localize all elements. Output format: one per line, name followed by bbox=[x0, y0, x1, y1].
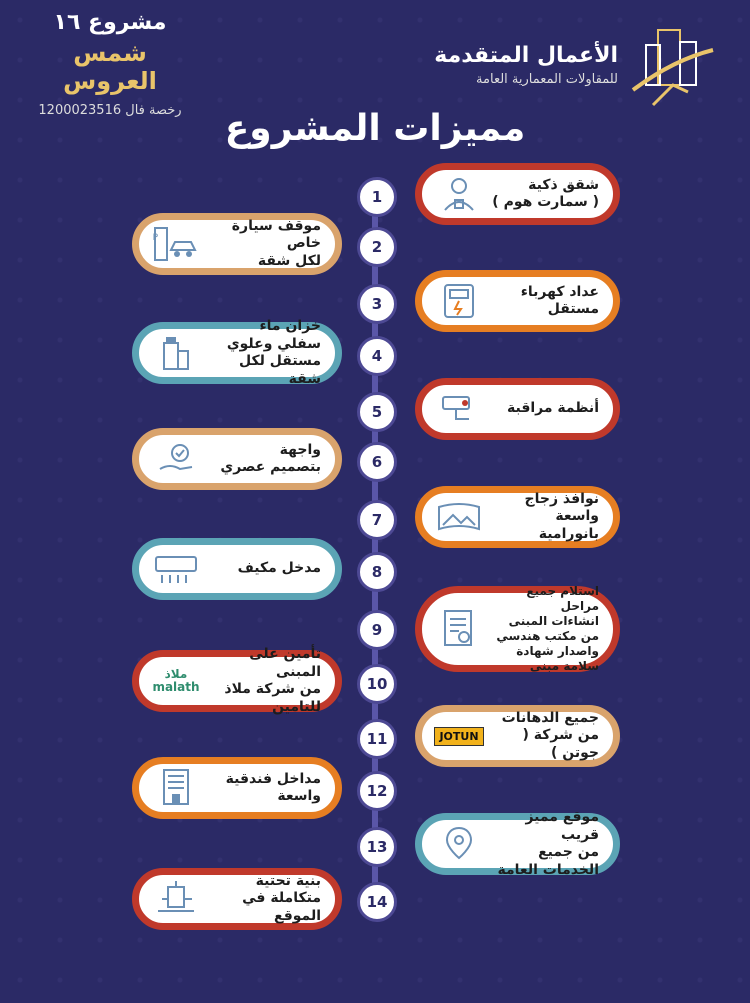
feature-text: موقف سيارة خاص لكل شقة bbox=[231, 217, 321, 269]
feature-card bbox=[415, 705, 620, 767]
license-number: رخصة فال 1200023516 bbox=[38, 103, 182, 118]
feature-text: عداد كهرباء مستقل bbox=[520, 283, 599, 317]
feature-card bbox=[415, 586, 620, 672]
feature-number: 11 bbox=[357, 719, 397, 759]
feature-card bbox=[132, 646, 342, 715]
feature-number: 8 bbox=[357, 552, 397, 592]
feature-number: 10 bbox=[357, 664, 397, 704]
parking-icon bbox=[153, 224, 199, 264]
feature-number: 3 bbox=[357, 284, 397, 324]
air-conditioner-icon bbox=[153, 549, 199, 589]
building-logo-icon bbox=[628, 20, 718, 110]
feature-text: موقع مميز قريب من جميع الخدمات العامة bbox=[497, 809, 599, 878]
feature-number: 5 bbox=[357, 392, 397, 432]
footer-pattern bbox=[0, 913, 750, 1003]
feature-text: مدخل مكيف bbox=[237, 560, 321, 577]
feature-number: 1 bbox=[357, 177, 397, 217]
feature-number: 14 bbox=[357, 882, 397, 922]
panorama-icon bbox=[436, 497, 482, 537]
feature-card bbox=[415, 809, 620, 878]
camera-icon bbox=[436, 389, 482, 429]
modern-design-icon bbox=[153, 439, 199, 479]
project-name: شمس العروس bbox=[63, 39, 157, 95]
feature-number: 13 bbox=[357, 827, 397, 867]
feature-text: مداخل فندقية واسعة bbox=[225, 770, 321, 804]
feature-number: 4 bbox=[357, 336, 397, 376]
jotun-logo-icon bbox=[436, 716, 482, 756]
feature-number: 6 bbox=[357, 442, 397, 482]
certificate-icon bbox=[436, 609, 482, 649]
feature-card bbox=[415, 486, 620, 548]
feature-card bbox=[132, 538, 342, 600]
malath-logo-icon bbox=[153, 661, 199, 701]
svg-text:P: P bbox=[153, 233, 158, 243]
feature-text: نوافذ زجاج واسعة بانورامية bbox=[524, 490, 599, 542]
feature-card bbox=[132, 318, 342, 387]
feature-text: خزان ماء سفلي وعلوي مستقل لكل شقة bbox=[226, 318, 321, 387]
feature-card bbox=[132, 757, 342, 819]
location-icon bbox=[436, 824, 482, 864]
feature-text: استلام جميع مراحل انشاءات المبنى من مكتب هندسي واصدار شهادة سلامة مبنى bbox=[496, 584, 599, 673]
feature-card bbox=[132, 213, 342, 275]
malath-logo-text: ملاذ malath bbox=[152, 666, 200, 694]
water-tank-icon bbox=[153, 333, 199, 373]
project-number: مشروع ١٦ bbox=[53, 10, 167, 35]
jotun-logo-text: JOTUN bbox=[434, 727, 483, 746]
feature-card bbox=[415, 378, 620, 440]
feature-text: بنية تحتية متكاملة في الموقع bbox=[242, 872, 321, 924]
page-title: مميزات المشروع bbox=[224, 108, 526, 149]
feature-text: أنظمة مراقبة bbox=[507, 400, 599, 417]
electric-meter-icon bbox=[436, 281, 482, 321]
hotel-entrance-icon bbox=[153, 768, 199, 808]
feature-number: 7 bbox=[357, 500, 397, 540]
feature-number: 9 bbox=[357, 610, 397, 650]
smart-home-icon bbox=[436, 174, 482, 214]
company-subtitle: للمقاولات المعمارية العامة bbox=[476, 72, 618, 87]
feature-text: جميع الدهانات من شركة ( جوتن ) bbox=[501, 709, 599, 761]
feature-card bbox=[415, 270, 620, 332]
feature-number: 2 bbox=[357, 227, 397, 267]
feature-text: واجهة بتصميم عصري bbox=[220, 441, 321, 475]
company-logo bbox=[434, 20, 718, 110]
feature-text: تأمين على المبنى من شركة ملاذ للتامين bbox=[224, 646, 321, 715]
company-name: الأعمال المتقدمة bbox=[434, 43, 618, 68]
feature-card bbox=[415, 163, 620, 225]
feature-number: 12 bbox=[357, 771, 397, 811]
project-info bbox=[30, 10, 190, 118]
feature-text: شقق ذكية ( سمارت هوم ) bbox=[492, 176, 599, 210]
feature-card bbox=[132, 428, 342, 490]
